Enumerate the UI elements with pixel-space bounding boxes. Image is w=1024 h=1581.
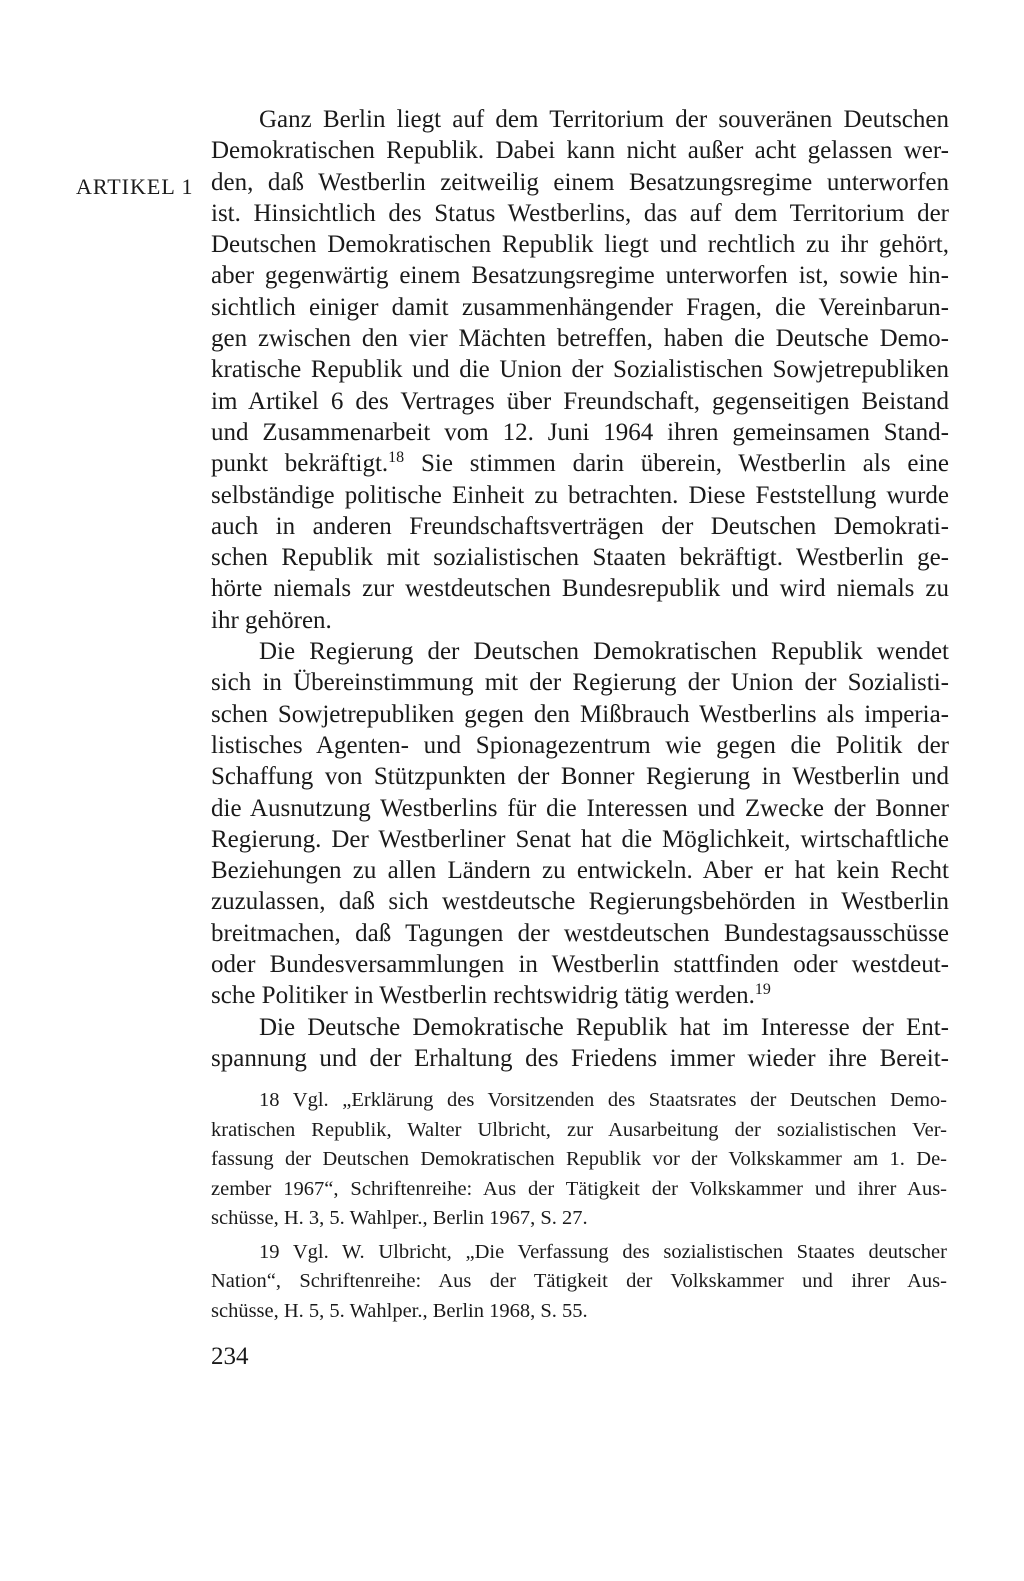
body-line-text: zuzulassen, daß sich westdeutsche Regierungsbehörden in Westberlin: [211, 888, 949, 916]
body-line: [211, 1043, 949, 1074]
body-line-text: Ganz Berlin liegt auf dem Territorium der souveränen Deutschen: [259, 106, 949, 133]
margin-note-article: ARTIKEL 1: [76, 174, 194, 199]
body-line: [211, 793, 949, 824]
body-line: [211, 354, 949, 385]
body-line: [211, 292, 949, 323]
body-line-text: ihr gehören.: [211, 606, 332, 634]
body-line: [211, 699, 949, 730]
body-line-text: sichtlich einiger damit zusammenhängender Fragen, die Vereinbarun-: [211, 293, 949, 321]
body-line: [211, 511, 949, 542]
body-line-text: den, daß Westberlin zeitweilig einem Besatzungsregime unterworfen: [211, 168, 949, 196]
body-line-text: sich in Übereinstimmung mit der Regierung der Union der Sozialisti-: [211, 669, 949, 697]
body-line: [211, 980, 949, 1011]
body-line: [211, 198, 949, 229]
footnotes: [211, 1086, 947, 1330]
body-line: [211, 824, 949, 855]
body-line-text: Die Regierung der Deutschen Demokratischen Republik wendet: [259, 638, 949, 666]
body-line-text: kratische Republik und die Union der Sozialistischen Sowjetrepubliken: [211, 356, 949, 384]
body-line: [211, 386, 949, 417]
footnote-marker: 19: [754, 981, 771, 999]
body-line: [211, 761, 949, 792]
body-line: [211, 949, 949, 980]
footnote: [211, 1238, 947, 1327]
body-line: [211, 667, 949, 698]
footnote-line: 19 Vgl. W. Ulbricht, „Die Verfassung des sozialistischen Staates deutscher: [259, 1240, 947, 1263]
body-line-text: hörte niemals zur westdeutschen Bundesrepublik und wird niemals zu: [211, 575, 949, 603]
footnote: [211, 1086, 947, 1234]
page-number: 234: [211, 1343, 249, 1370]
body-line-text: auch in anderen Freundschaftsverträgen der Deutschen Demokrati-: [211, 512, 949, 540]
body-line: [211, 886, 949, 917]
body-line: [211, 417, 949, 448]
body-line: [211, 855, 949, 886]
body-line-text: Regierung. Der Westberliner Senat hat die Möglichkeit, wirtschaftliche: [211, 825, 949, 853]
body-line-text: Beziehungen zu allen Ländern zu entwickeln. Aber er hat kein Recht: [211, 857, 949, 885]
body-line: [211, 323, 949, 354]
footnote-line: 18 Vgl. „Erklärung des Vorsitzenden des Staatsrates der Deutschen Demo-: [259, 1089, 947, 1111]
body-line: [211, 135, 949, 166]
body-line-text: Sie stimmen darin überein, Westberlin als eine: [404, 450, 949, 478]
body-line-text: Demokratischen Republik. Dabei kann nicht außer acht gelassen wer-: [211, 137, 949, 165]
body-line-text: breitmachen, daß Tagungen der westdeutschen Bundestagsausschüsse: [211, 919, 949, 947]
body-line-text: sche Politiker in Westberlin rechtswidrig tätig werden.: [211, 982, 755, 1010]
body-line-text: Die Deutsche Demokratische Republik hat im Interesse der Ent-: [259, 1013, 949, 1041]
body-line: [211, 167, 949, 198]
body-line-text: ist. Hinsichtlich des Status Westberlins, das auf dem Territorium der: [211, 199, 949, 227]
body-line-text: listisches Agenten- und Spionagezentrum wie gegen die Politik der: [211, 731, 949, 759]
body-line-text: Deutschen Demokratischen Republik liegt und rechtlich zu ihr gehört,: [211, 231, 949, 259]
body-line: [211, 260, 949, 291]
body-line-text: schen Sowjetrepubliken gegen den Mißbrauch Westberlins als imperia-: [211, 700, 949, 728]
body-line-text: aber gegenwärtig einem Besatzungsregime unterworfen ist, sowie hin-: [211, 262, 949, 290]
body-line: [211, 636, 949, 667]
body-line-text: spannung und der Erhaltung des Friedens immer wieder ihre Bereit-: [211, 1044, 949, 1072]
footnote-line: fassung der Deutschen Demokratischen Republik vor der Volkskammer am 1. De-: [211, 1148, 947, 1170]
body-line-text: Schaffung von Stützpunkten der Bonner Regierung in Westberlin und: [211, 763, 949, 791]
body-line-text: schen Republik mit sozialistischen Staaten bekräftigt. Westberlin ge-: [211, 544, 949, 572]
footnote-line: schüsse, H. 3, 5. Wahlper., Berlin 1967, S. 27.: [211, 1207, 588, 1229]
body-line: [211, 1012, 949, 1043]
footnote-marker: 18: [388, 449, 405, 467]
body-line: [211, 480, 949, 511]
footnote-line: kratischen Republik, Walter Ulbricht, zur Ausarbeitung der sozialistischen Ver-: [211, 1118, 947, 1141]
body-line-text: und Zusammenarbeit vom 12. Juni 1964 ihren gemeinsamen Stand-: [211, 418, 949, 446]
body-line-text: im Artikel 6 des Vertrages über Freundschaft, gegenseitigen Beistand: [211, 387, 949, 415]
body-line-text: gen zwischen den vier Mächten betreffen, haben die Deutsche Demo-: [211, 325, 949, 353]
body-line: [211, 542, 949, 573]
body-line-text: oder Bundesversammlungen in Westberlin stattfinden oder westdeut-: [211, 951, 949, 979]
body-line: [211, 605, 949, 636]
body-line: [211, 573, 949, 604]
body-line-text: selbständige politische Einheit zu betrachten. Diese Feststellung wurde: [211, 481, 949, 509]
body-line: [211, 229, 949, 260]
body-text: [211, 104, 949, 1074]
body-line: [211, 104, 949, 135]
body-line: [211, 918, 949, 949]
body-line-text: die Ausnutzung Westberlins für die Interessen und Zwecke der Bonner: [211, 794, 949, 822]
body-line: [211, 448, 949, 479]
body-line-text: punkt bekräftigt.: [211, 450, 389, 478]
body-line: [211, 730, 949, 761]
footnote-line: Nation“, Schriftenreihe: Aus der Tätigkeit der Volkskammer und ihrer Aus-: [211, 1270, 947, 1292]
footnote-line: zember 1967“, Schriftenreihe: Aus der Tätigkeit der Volkskammer und ihrer Aus-: [211, 1177, 947, 1200]
footnote-line: schüsse, H. 5, 5. Wahlper., Berlin 1968, S. 55.: [211, 1299, 588, 1322]
